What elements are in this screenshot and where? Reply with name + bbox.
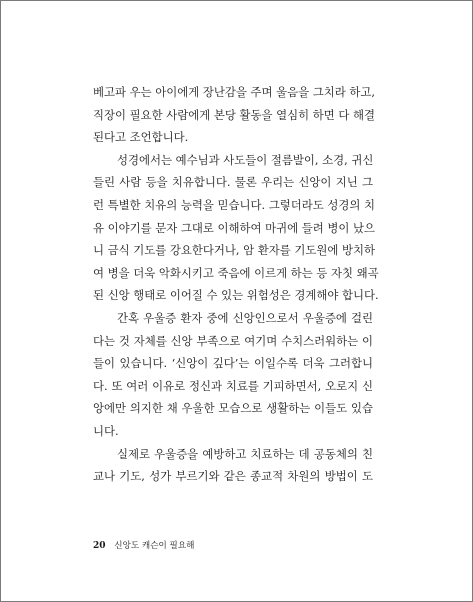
text-line: 다. 또 여러 이유로 정신과 치료를 기피하면서, 오로지 신 (93, 378, 373, 393)
text-line: 간혹 우울증 환자 중에 신앙인으로서 우울증에 걸린 (117, 310, 373, 325)
page-number: 20 (93, 541, 106, 551)
text-line: 직장이 필요한 사람에게 본당 활동을 열심히 하면 다 해결 (93, 107, 376, 122)
text-line: 앙에만 의지한 채 우울한 모습으로 생활하는 이들도 있습 (93, 401, 373, 416)
text-line: 니다. (93, 423, 119, 438)
page-footer (93, 539, 194, 551)
body-text (93, 81, 379, 488)
text-line: 런 특별한 치유의 능력을 믿습니다. 그렇더라도 성경의 치 (93, 197, 376, 212)
text-line: 베고파 우는 아이에게 장난감을 주며 울음을 그치라 하고, (93, 85, 376, 99)
book-title: 신앙도 캐슨이 필요해 (114, 541, 195, 551)
text-line: 된다고 조언합니다. (93, 130, 189, 145)
text-line: 실제로 우울증을 예방하고 치료하는 데 공동체의 친 (117, 446, 373, 461)
text-line: 교나 기도, 성가 부르기와 같은 종교적 차원의 방법이 도 (93, 469, 373, 484)
text-line: 다는 것 자체를 신앙 부족으로 여기며 수치스러워하는 이 (93, 333, 373, 348)
text-line: 된 신앙 행태로 이어질 수 있는 위험성은 경계해야 합니다. (93, 288, 379, 303)
text-line: 들이 있습니다. ‘신앙이 깊다’는 이일수록 더욱 그러합니 (93, 356, 373, 371)
text-line: 니 금식 기도를 강요한다거나, 암 환자를 기도원에 방치하 (93, 243, 376, 258)
text-line: 여 병을 더욱 악화시키고 죽음에 이르게 하는 등 자칫 왜곡 (93, 265, 379, 280)
text-line: 성경에서는 예수님과 사도들이 절름발이, 소경, 귀신 (117, 152, 374, 167)
text-line: 들린 사람 등을 치유합니다. 물론 우리는 신앙이 지닌 그 (93, 175, 373, 190)
text-line: 유 이야기를 문자 그대로 이해하여 마귀에 들려 병이 났으 (93, 220, 376, 235)
